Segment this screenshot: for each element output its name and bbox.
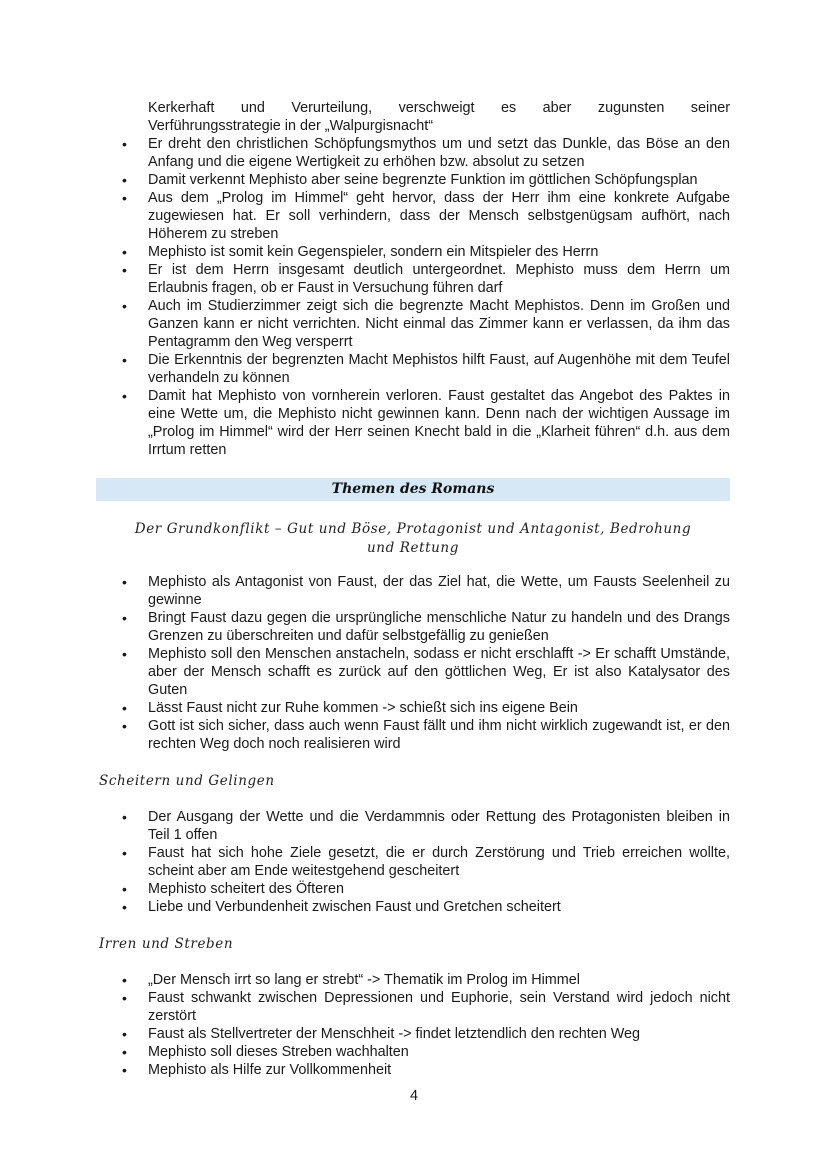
bullet-list-grundkonflikt [148,573,730,753]
continued-line-2: Verführungsstrategie in der „Walpurgisnacht“ [148,118,434,134]
list-item: • Damit verkennt Mephisto aber seine begrenzte Funktion im göttlichen Schöpfungsplan [148,171,730,189]
list-item: • Mephisto soll den Menschen anstacheln, sodass er nicht erschlafft -> Er schafft Umstände, aber der Mensch schafft es zurück auf den göttlichen Weg, Er ist also Katalysator des Guten [148,645,730,699]
list-item: • Er ist dem Herrn insgesamt deutlich untergeordnet. Mephisto muss dem Herrn um Erlaubnis fragen, ob er Faust in Versuchung führen darf [148,261,730,297]
section-heading-grundkonflikt [96,520,730,558]
list-item: • Damit hat Mephisto von vornherein verloren. Faust gestaltet das Angebot des Paktes in eine Wette um, die Mephisto nicht gewinnen kann. Denn nach der wichtigen Aussage im „Prolog im Himmel“ wird der Herr seinen Knecht bald in die „Klarheit führen“ d.h. aus dem Irrtum retten [148,387,730,459]
bullet-list-irren [148,971,730,1079]
section-heading-irren: Irren und Streben [99,936,234,952]
list-item: • Faust hat sich hohe Ziele gesetzt, die er durch Zerstörung und Trieb erreichen wollte, scheint aber am Ende weitestgehend gescheitert [148,844,730,880]
section-banner [96,478,730,501]
banner-title: Themen des Romans [331,481,495,497]
list-item: • Die Erkenntnis der begrenzten Macht Mephistos hilft Faust, auf Augenhöhe mit dem Teufel verhandeln zu können [148,351,730,387]
list-item: • Aus dem „Prolog im Himmel“ geht hervor, dass der Herr ihm eine konkrete Aufgabe zugewiesen hat. Er soll verhindern, dass der Mensch selbstgenügsam aufhört, nach Höherem zu streben [148,189,730,243]
list-item: • Faust schwankt zwischen Depressionen und Euphorie, sein Verstand wird jedoch nicht zerstört [148,989,730,1025]
heading-line-2: und Rettung [367,540,459,556]
list-item: • Auch im Studierzimmer zeigt sich die begrenzte Macht Mephistos. Denn im Großen und Ganzen kann er nicht verrichten. Nicht einmal das Zimmer kann er verlassen, da ihm das Pentagramm den Weg versperrt [148,297,730,351]
continued-line-1: Kerkerhaft und Verurteilung, verschweigt es aber zugunsten seiner [148,100,730,116]
list-item: • Bringt Faust dazu gegen die ursprüngliche menschliche Natur zu handeln und des Drangs Grenzen zu überschreiten und dafür selbstgefällig zu genießen [148,609,730,645]
list-item: • Lässt Faust nicht zur Ruhe kommen -> schießt sich ins eigene Bein [148,699,730,717]
list-item: • Mephisto soll dieses Streben wachhalten [148,1043,730,1061]
list-item: • „Der Mensch irrt so lang er strebt“ -> Thematik im Prolog im Himmel [148,971,730,989]
list-item: • Mephisto als Hilfe zur Vollkommenheit [148,1061,730,1079]
section-heading-scheitern: Scheitern und Gelingen [99,773,275,789]
list-item: • Faust als Stellvertreter der Menschheit -> findet letztendlich den rechten Weg [148,1025,730,1043]
bullet-list-mephisto [148,135,730,459]
bullet-list-scheitern [148,808,730,916]
list-item: • Mephisto als Antagonist von Faust, der das Ziel hat, die Wette, um Fausts Seelenheil zu gewinne [148,573,730,609]
continued-paragraph [148,99,730,135]
list-item: • Liebe und Verbundenheit zwischen Faust und Gretchen scheitert [148,898,730,916]
list-item: • Mephisto scheitert des Öfteren [148,880,730,898]
list-item: • Der Ausgang der Wette und die Verdammnis oder Rettung des Protagonisten bleiben in Teil 1 offen [148,808,730,844]
heading-line-1: Der Grundkonflikt – Gut und Böse, Protagonist und Antagonist, Bedrohung [134,521,692,537]
page-number: 4 [409,1088,418,1104]
list-item: • Mephisto ist somit kein Gegenspieler, sondern ein Mitspieler des Herrn [148,243,730,261]
list-item: • Er dreht den christlichen Schöpfungsmythos um und setzt das Dunkle, das Böse an den Anfang und die eigene Wertigkeit zu erhöhen bzw. absolut zu setzen [148,135,730,171]
list-item: • Gott ist sich sicher, dass auch wenn Faust fällt und ihm nicht wirklich zugewandt ist, er den rechten Weg doch noch realisieren wird [148,717,730,753]
